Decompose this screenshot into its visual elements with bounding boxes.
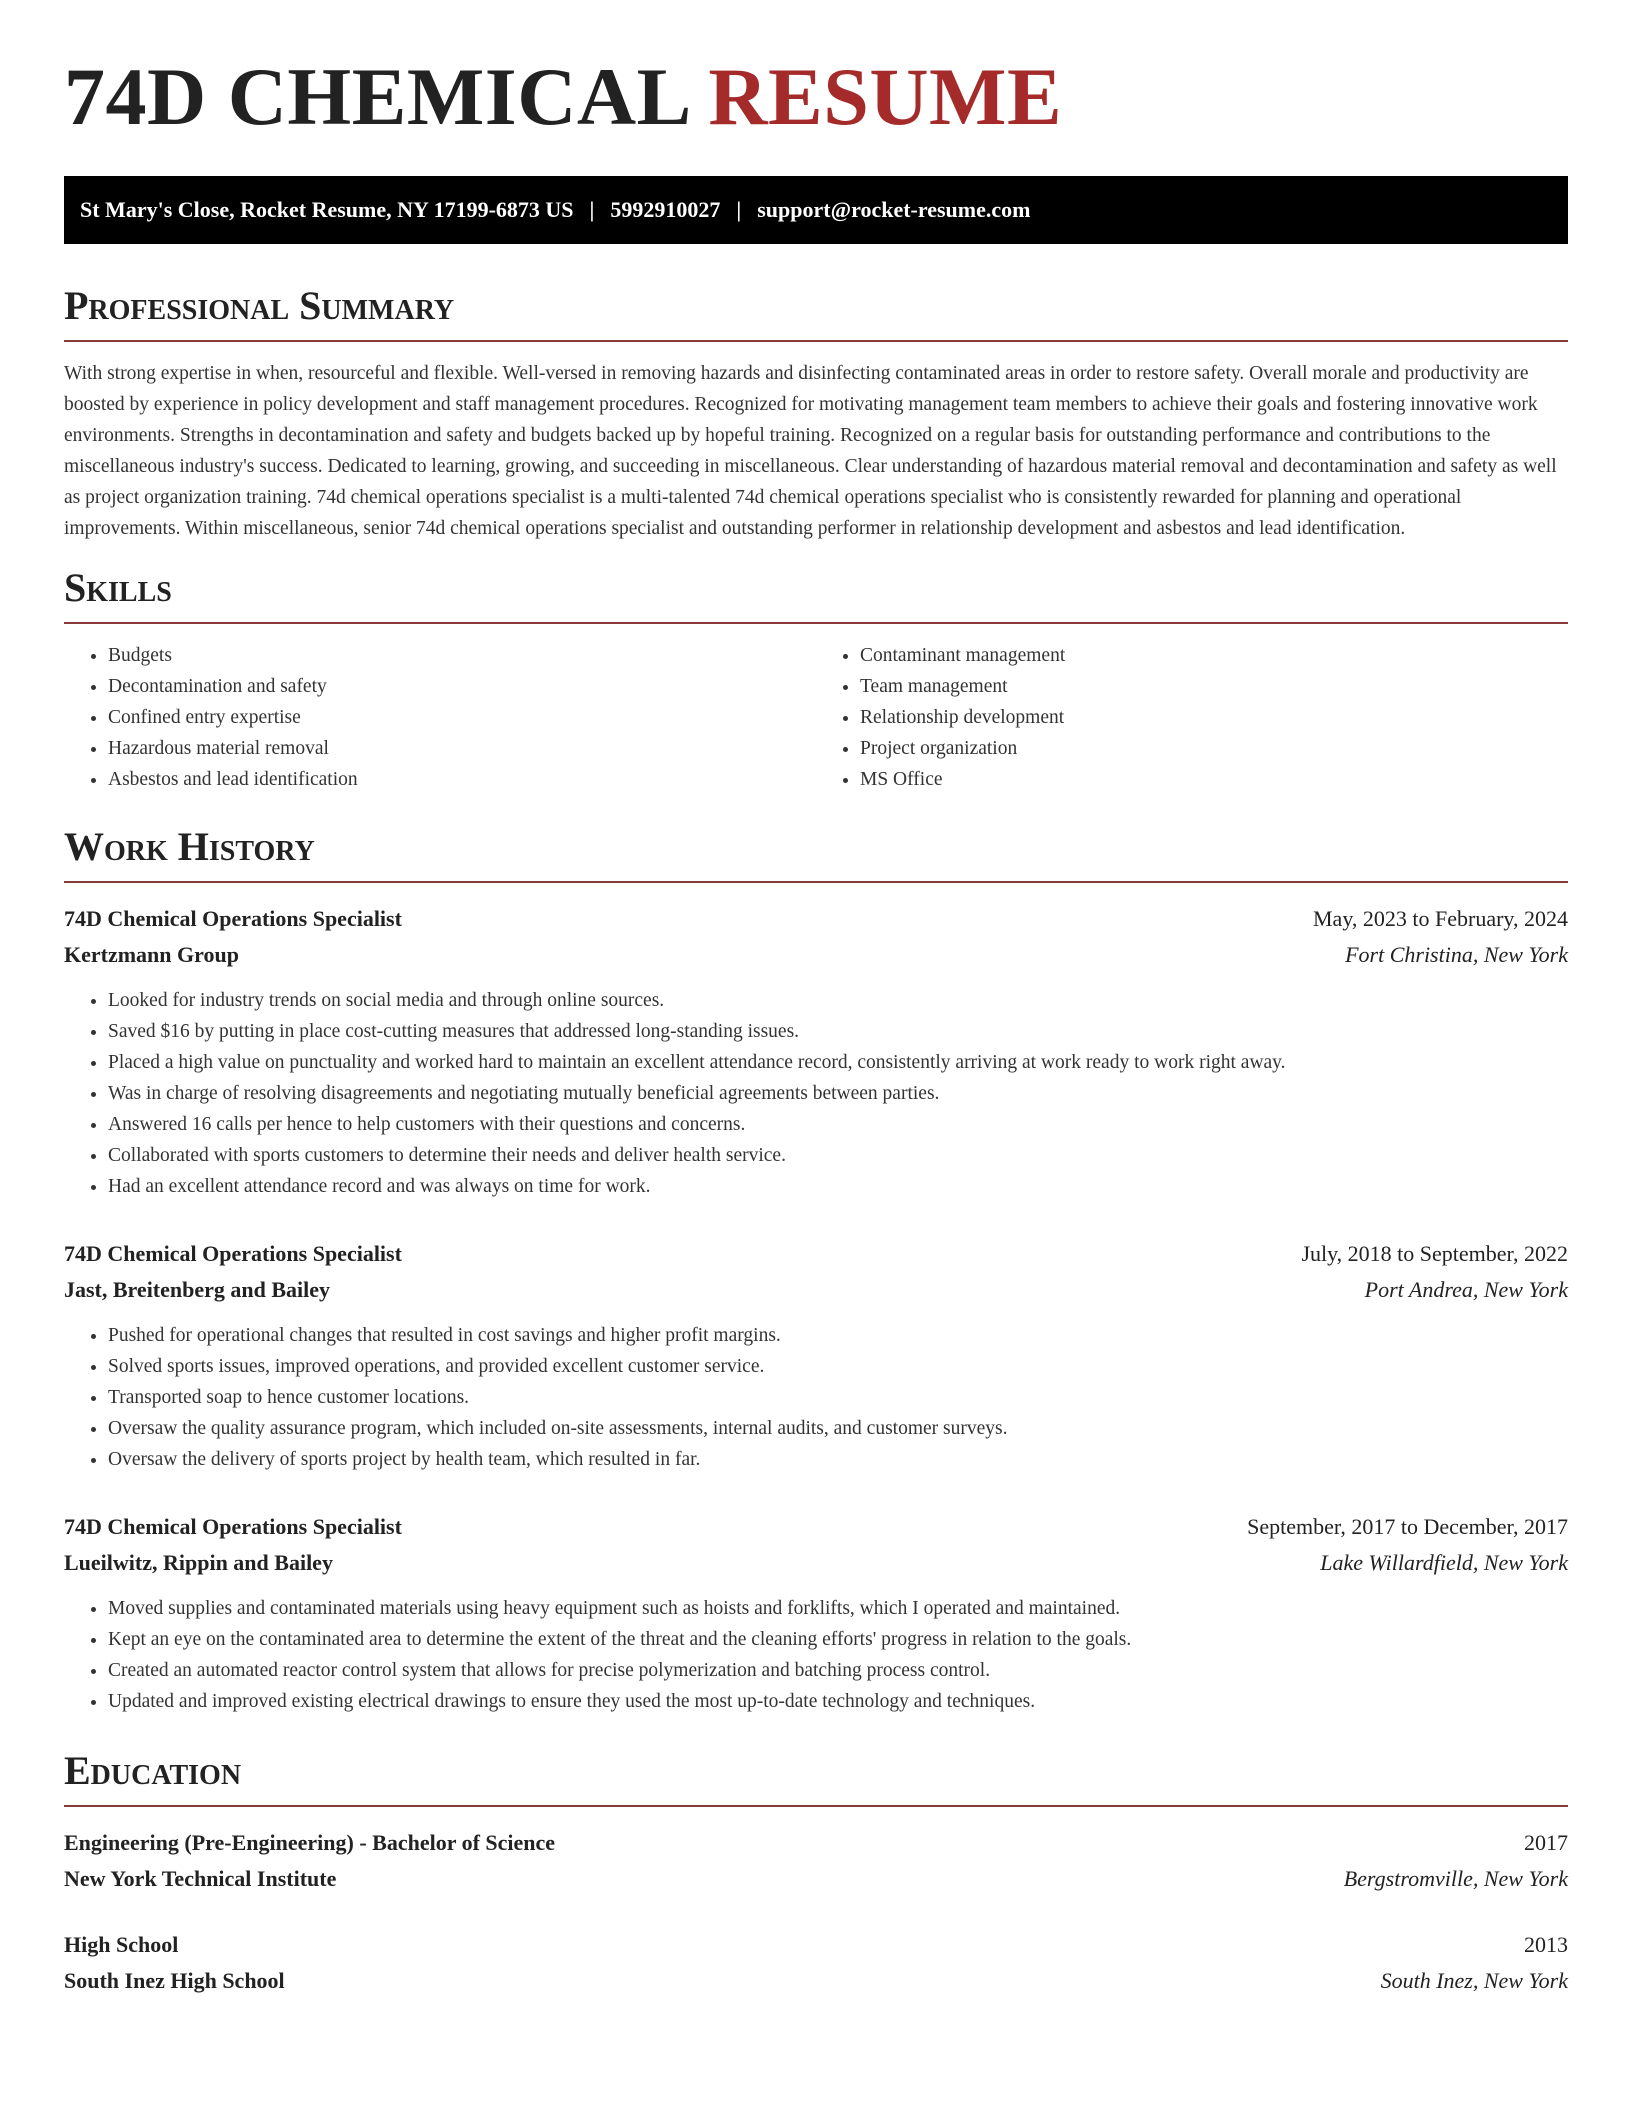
section-title: Education [64, 1749, 1568, 1807]
education-degree: Engineering (Pre-Engineering) - Bachelor of Science [64, 1830, 556, 1855]
name-last: RESUME [708, 51, 1063, 142]
job-title: 74D Chemical Operations Specialist [64, 1514, 402, 1539]
job-title: 74D Chemical Operations Specialist [64, 1241, 402, 1266]
job-bullet: • Updated and improved existing electrical drawings to ensure they used the most up-to-date technology and techniques. [108, 1686, 1568, 1717]
summary-text: With strong expertise in when, resourceful and flexible. Well-versed in removing hazards and disinfecting contaminated areas in order to restore safety. Overall morale and productivity are boosted by experience in policy development and staff management procedures. Recognized for motivating management team members to achieve their goals and fostering innovative work environments. Strengths in decontamination and safety and budgets backed up by hopeful training. Recognized on a regular basis for outstanding performance and contributions to the miscellaneous industry's success. Dedicated to learning, growing, and succeeding in miscellaneous. Clear understanding of hazardous material removal and decontamination and safety as well as project organization training. 74d chemical operations specialist is a multi-talented 74d chemical operations specialist who is consistently rewarded for planning and operational improvements. Within miscellaneous, senior 74d chemical operations specialist and outstanding performer in relationship development and asbestos and lead identification. [64, 363, 1557, 539]
job-header [64, 1236, 1568, 1272]
skills-list [64, 640, 1568, 795]
education-year: 2013 [1524, 1932, 1568, 1957]
job-dates: May, 2023 to February, 2024 [1313, 906, 1568, 931]
education-subheader [64, 1963, 1568, 1999]
skills-column-right [816, 640, 1568, 795]
job-title: 74D Chemical Operations Specialist [64, 906, 402, 931]
skill-item: • Asbestos and lead identification [108, 764, 816, 795]
education-entry [64, 1927, 1568, 1999]
job-bullet: • Kept an eye on the contaminated area to determine the extent of the threat and the cleaning efforts' progress in relation to the goals. [108, 1624, 1568, 1655]
job-location: Port Andrea, New York [1364, 1277, 1568, 1302]
skill-item: • Confined entry expertise [108, 702, 816, 733]
summary-section [64, 284, 1568, 544]
job-bullet: • Looked for industry trends on social media and through online sources. [108, 985, 1568, 1016]
job-bullets [64, 1320, 1568, 1475]
section-title: Professional Summary [64, 284, 1568, 342]
job-bullet: • Pushed for operational changes that resulted in cost savings and higher profit margins. [108, 1320, 1568, 1351]
job-company: Jast, Breitenberg and Bailey [64, 1277, 331, 1302]
skill-item: • Team management [860, 671, 1568, 702]
job-entry [64, 901, 1568, 1202]
education-location: Bergstromville, New York [1343, 1866, 1568, 1891]
education-header [64, 1825, 1568, 1861]
contact-separator: | [589, 197, 595, 222]
contact-separator: | [736, 197, 742, 222]
skill-item: • Relationship development [860, 702, 1568, 733]
education-section [64, 1749, 1568, 1999]
skill-item: • Project organization [860, 733, 1568, 764]
job-subheader [64, 937, 1568, 973]
job-entry [64, 1236, 1568, 1475]
job-bullet: • Collaborated with sports customers to determine their needs and deliver health service. [108, 1140, 1568, 1171]
education-school: New York Technical Institute [64, 1866, 337, 1891]
contact-address: St Mary's Close, Rocket Resume, NY 17199-6873 US [80, 197, 574, 222]
job-dates: September, 2017 to December, 2017 [1247, 1514, 1568, 1539]
skill-item: • Budgets [108, 640, 816, 671]
job-bullet: • Had an excellent attendance record and was always on time for work. [108, 1171, 1568, 1202]
name-first: 74D CHEMICAL [64, 51, 688, 142]
skills-column-left [64, 640, 816, 795]
contact-bar [64, 176, 1568, 244]
section-title: Work History [64, 825, 1568, 883]
job-bullets [64, 985, 1568, 1202]
job-header [64, 1509, 1568, 1545]
education-header [64, 1927, 1568, 1963]
job-bullet: • Moved supplies and contaminated materials using heavy equipment such as hoists and forklifts, which I operated and maintained. [108, 1593, 1568, 1624]
job-bullet: • Solved sports issues, improved operations, and provided excellent customer service. [108, 1351, 1568, 1382]
job-location: Lake Willardfield, New York [1320, 1550, 1568, 1575]
education-entry [64, 1825, 1568, 1897]
contact-email[interactable]: support@rocket-resume.com [757, 197, 1031, 222]
job-bullet: • Was in charge of resolving disagreements and negotiating mutually beneficial agreements between parties. [108, 1078, 1568, 1109]
education-subheader [64, 1861, 1568, 1897]
resume-name [64, 51, 1568, 142]
section-title: Skills [64, 566, 1568, 624]
job-bullet: • Created an automated reactor control system that allows for precise polymerization and batching process control. [108, 1655, 1568, 1686]
education-year: 2017 [1524, 1830, 1568, 1855]
education-school: South Inez High School [64, 1968, 285, 1993]
skill-item: • Decontamination and safety [108, 671, 816, 702]
job-bullet: • Saved $16 by putting in place cost-cutting measures that addressed long-standing issues. [108, 1016, 1568, 1047]
job-bullet: • Placed a high value on punctuality and worked hard to maintain an excellent attendance record, consistently arriving at work ready to work right away. [108, 1047, 1568, 1078]
education-degree: High School [64, 1932, 179, 1957]
work-history-section [64, 825, 1568, 1717]
job-bullets [64, 1593, 1568, 1717]
job-entry [64, 1509, 1568, 1717]
job-bullet: • Transported soap to hence customer locations. [108, 1382, 1568, 1413]
skill-item: • MS Office [860, 764, 1568, 795]
job-location: Fort Christina, New York [1345, 942, 1568, 967]
skills-section [64, 566, 1568, 795]
job-subheader [64, 1272, 1568, 1308]
job-header [64, 901, 1568, 937]
job-company: Kertzmann Group [64, 942, 239, 967]
job-bullet: • Oversaw the quality assurance program, which included on-site assessments, internal audits, and customer surveys. [108, 1413, 1568, 1444]
resume-page [64, 0, 1568, 1999]
job-dates: July, 2018 to September, 2022 [1301, 1241, 1568, 1266]
job-subheader [64, 1545, 1568, 1581]
job-company: Lueilwitz, Rippin and Bailey [64, 1550, 333, 1575]
skill-item: • Hazardous material removal [108, 733, 816, 764]
job-bullet: • Oversaw the delivery of sports project by health team, which resulted in far. [108, 1444, 1568, 1475]
job-bullet: • Answered 16 calls per hence to help customers with their questions and concerns. [108, 1109, 1568, 1140]
contact-phone: 5992910027 [610, 197, 721, 222]
skill-item: • Contaminant management [860, 640, 1568, 671]
education-location: South Inez, New York [1380, 1968, 1568, 1993]
